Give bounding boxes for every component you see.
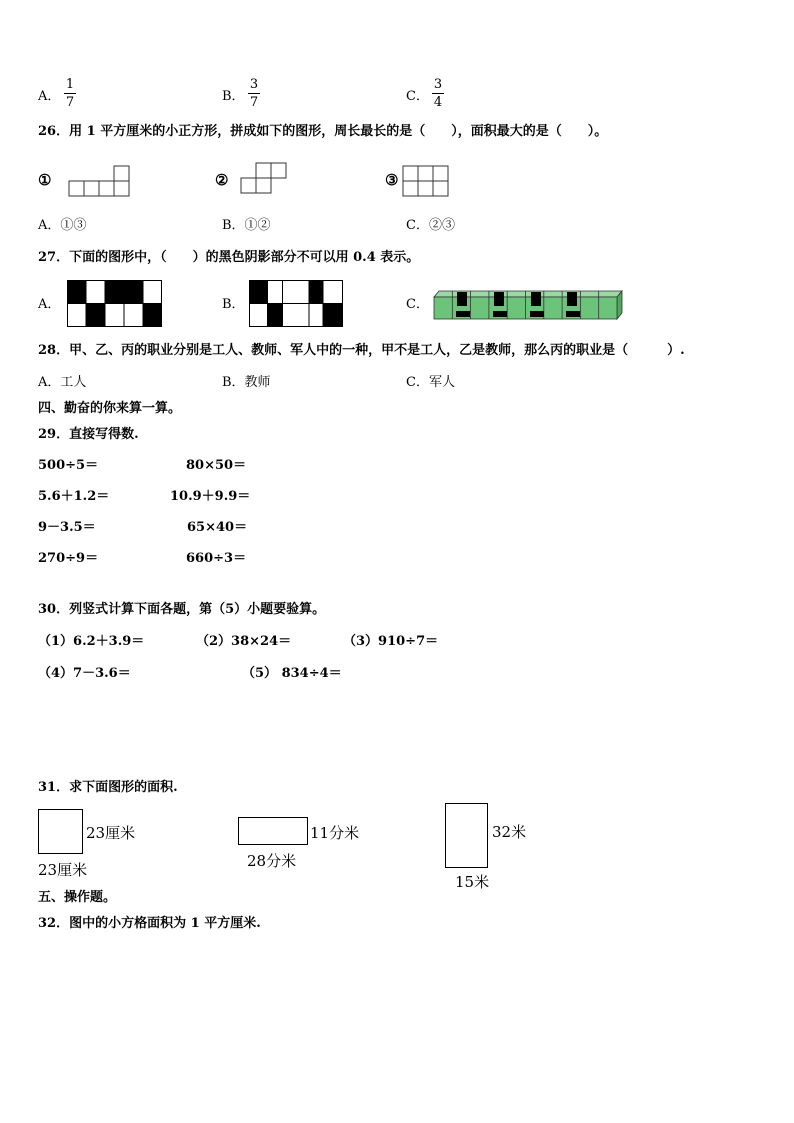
q25-option-a-label: A． bbox=[38, 89, 61, 104]
numerator: 3 bbox=[249, 77, 259, 92]
q26-figure-2 bbox=[240, 160, 290, 196]
q26-question: 26．用 1 平方厘米的小正方形，拼成如下的图形，周长最长的是（ ），面积最大的是（ ）。 bbox=[38, 124, 608, 139]
q26-figure-2-label: ② bbox=[215, 171, 229, 189]
q27-option-a-label: A． bbox=[38, 297, 61, 312]
q30-item: （2）38×24＝ bbox=[196, 634, 292, 649]
q27-option-b-grid bbox=[249, 280, 343, 328]
q27-option-c-cube-bar bbox=[434, 289, 624, 321]
q28-option-b: B．教师 bbox=[222, 375, 271, 390]
denominator: 7 bbox=[65, 95, 75, 110]
q26-figure-1-label: ① bbox=[38, 171, 52, 189]
q26-figure-3 bbox=[402, 163, 452, 197]
q25-option-c-label: C． bbox=[406, 89, 429, 104]
denominator: 4 bbox=[433, 95, 443, 110]
q28-option-c: C．军人 bbox=[406, 375, 455, 390]
q30-item: （4）7－3.6＝ bbox=[38, 666, 131, 681]
q26-option-b: B．①② bbox=[222, 218, 271, 233]
q31-tall-rectangle bbox=[445, 803, 489, 869]
q31-tall-rectangle-width-label: 15米 bbox=[455, 873, 490, 891]
q26-option-a: A．①③ bbox=[38, 218, 87, 233]
q25-option-c-fraction bbox=[432, 77, 444, 110]
q31-square-bottom-label: 23厘米 bbox=[38, 861, 88, 879]
q29-item: 9－3.5＝ bbox=[38, 520, 96, 535]
numerator: 1 bbox=[65, 77, 75, 92]
q27-option-b-label: B． bbox=[222, 297, 245, 312]
q27-option-a-grid bbox=[67, 280, 162, 328]
q26-figure-1 bbox=[68, 163, 132, 197]
q32-question: 32．图中的小方格面积为 1 平方厘米. bbox=[38, 916, 261, 931]
numerator: 3 bbox=[433, 77, 443, 92]
denominator: 7 bbox=[249, 95, 259, 110]
q29-item: 270÷9＝ bbox=[38, 551, 99, 566]
q29-item: 65×40＝ bbox=[187, 520, 248, 535]
q31-question: 31．求下面图形的面积. bbox=[38, 780, 178, 795]
q31-square bbox=[38, 809, 84, 855]
q28-question: 28．甲、乙、丙的职业分别是工人、教师、军人中的一种，甲不是工人，乙是教师，那么丙的职业是（ ）. bbox=[38, 343, 685, 358]
q29-item: 80×50＝ bbox=[186, 458, 247, 473]
q25-option-b-label: B． bbox=[222, 89, 245, 104]
q25-option-a-fraction bbox=[64, 77, 76, 110]
q31-rectangle-length-label: 28分米 bbox=[247, 852, 297, 870]
q29-question: 29．直接写得数. bbox=[38, 427, 139, 442]
q25-option-b-fraction bbox=[248, 77, 260, 110]
q30-item: （3）910÷7＝ bbox=[343, 634, 439, 649]
section-5-heading: 五、操作题。 bbox=[38, 890, 117, 905]
q31-tall-rectangle-height-label: 32米 bbox=[492, 823, 527, 841]
q26-figure-3-label: ③ bbox=[385, 171, 399, 189]
q27-question: 27．下面的图形中，（ ）的黑色阴影部分不可以用 0.4 表示。 bbox=[38, 250, 420, 265]
q29-item: 500÷5＝ bbox=[38, 458, 99, 473]
q31-square-side-label: 23厘米 bbox=[86, 824, 136, 842]
q31-rectangle bbox=[238, 817, 310, 847]
q30-item: （1）6.2＋3.9＝ bbox=[38, 634, 145, 649]
q30-item: （5） 834÷4＝ bbox=[242, 666, 342, 681]
q26-option-c: C．②③ bbox=[406, 218, 455, 233]
q29-item: 10.9＋9.9＝ bbox=[170, 489, 251, 504]
q27-option-c-label: C． bbox=[406, 297, 429, 312]
q29-item: 5.6＋1.2＝ bbox=[38, 489, 110, 504]
q31-rectangle-width-label: 11分米 bbox=[310, 824, 360, 842]
section-4-heading: 四、勤奋的你来算一算。 bbox=[38, 401, 182, 416]
q29-item: 660÷3＝ bbox=[186, 551, 247, 566]
q28-option-a: A．工人 bbox=[38, 375, 87, 390]
q30-question: 30．列竖式计算下面各题，第（5）小题要验算。 bbox=[38, 602, 326, 617]
